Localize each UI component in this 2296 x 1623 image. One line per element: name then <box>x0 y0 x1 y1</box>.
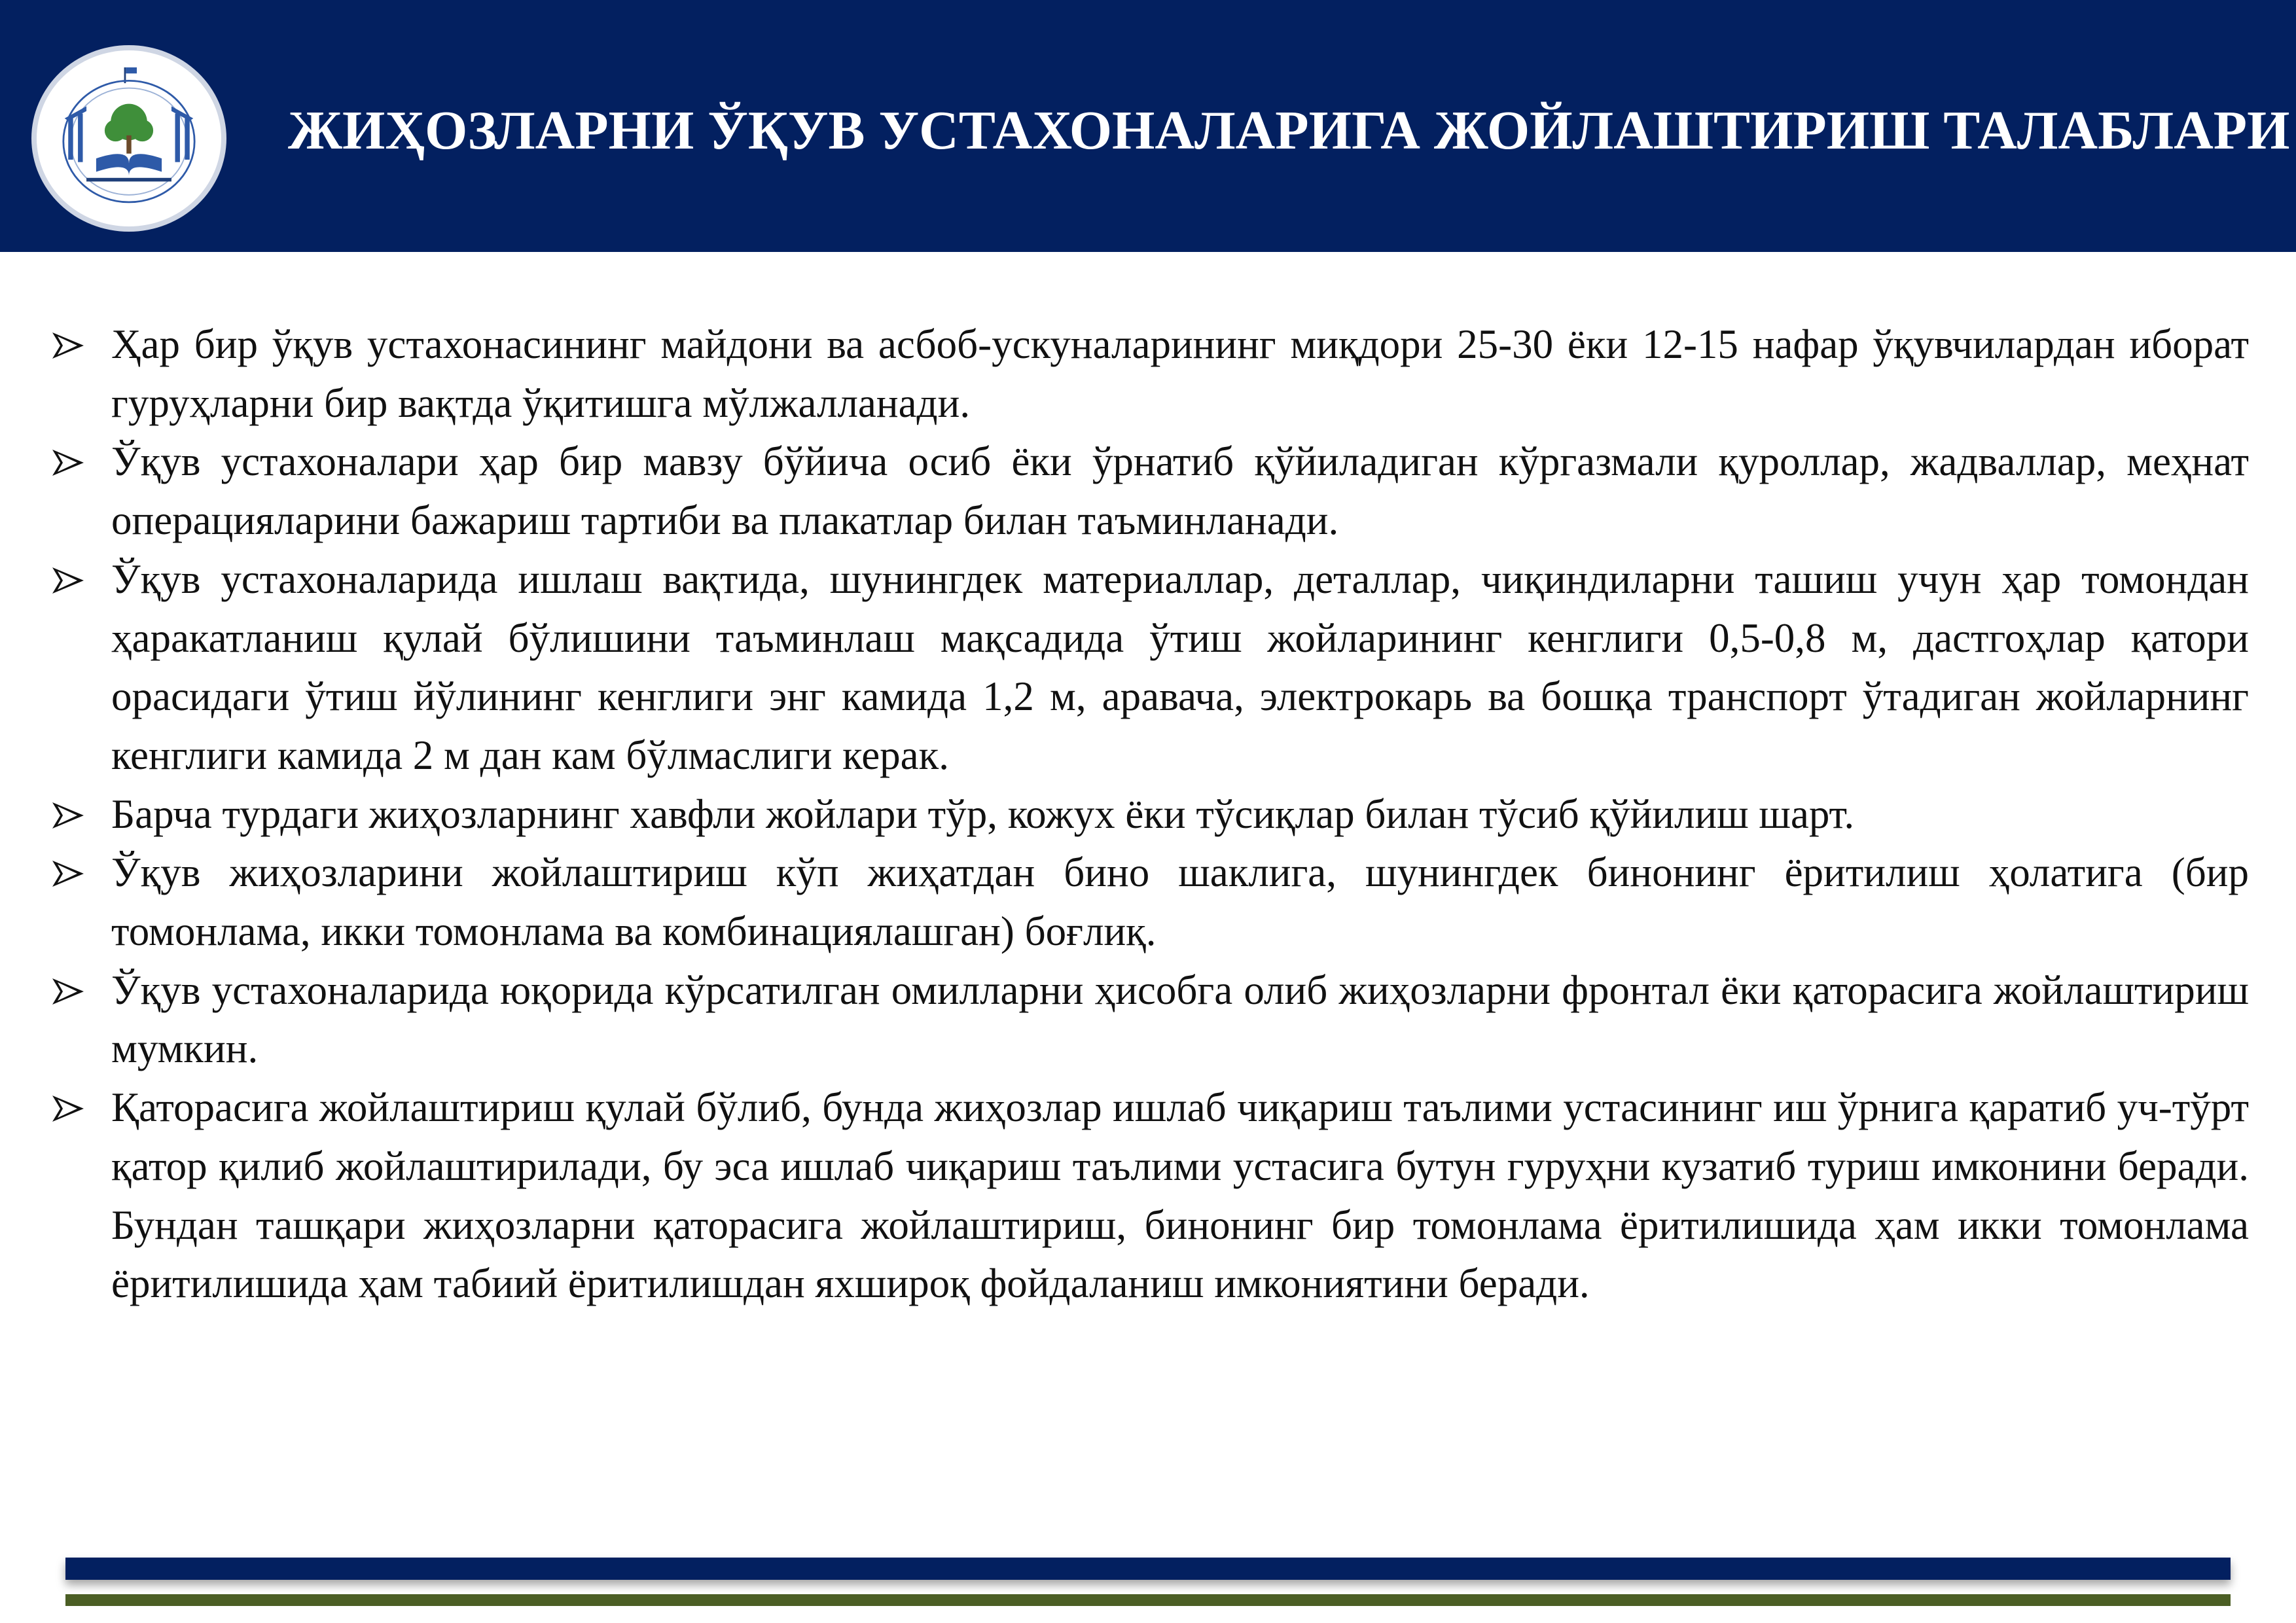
header-bar <box>0 0 2296 252</box>
list-item <box>51 315 2249 433</box>
page-title: ЖИҲОЗЛАРНИ ЎҚУВ УСТАХОНАЛАРИГА ЖОЙЛАШТИРИШ ТАЛАБЛАРИ <box>288 100 2290 161</box>
arrow-bullet-icon <box>51 801 85 830</box>
arrow-bullet-icon <box>51 1094 85 1123</box>
list-item-text: Барча турдаги жиҳозларнинг хавфли жойлари тўр, кожух ёки тўсиқлар билан тўсиб қўйилиш шарт. <box>111 791 1855 837</box>
arrow-bullet-icon <box>51 331 85 360</box>
institution-logo <box>31 45 226 232</box>
list-item-text: Ўқув жиҳозларини жойлаштириш кўп жиҳатдан бино шаклига, шунингдек бинонинг ёритилиш ҳолатига (бир томонлама, икки томонлама ва комбинациялашган) боғлиқ. <box>111 849 2249 955</box>
arrow-bullet-icon <box>51 859 85 888</box>
list-item-text: Ўқув устахоналарида юқорида кўрсатилган омилларни ҳисобга олиб жиҳозларни фронтал ёки қаторасига жойлаштириш мумкин. <box>111 967 2249 1072</box>
footer-divider-primary <box>65 1558 2231 1580</box>
list-item-text: Ўқув устахоналарида ишлаш вақтида, шунингдек материаллар, деталлар, чиқиндиларни ташиш учун ҳар томондан ҳаракатланиш қулай бўлишини таъминлаш мақсадида ўтиш жойларининг кенглиги 0,5-0,8 м, дастгоҳлар қатори орасидаги ўтиш йўлининг кенглиги энг камида 1,2 м, аравача, электрокарь ва бошқа транспорт ўтадиган жойларнинг кенглиги камида 2 м дан кам бўлмаслиги керак. <box>111 556 2249 778</box>
list-item-text: Қаторасига жойлаштириш қулай бўлиб, бунда жиҳозлар ишлаб чиқариш таълими устасининг иш ўрнига қаратиб уч-тўрт қатор қилиб жойлаштирилади, бу эса ишлаб чиқариш таълими устасига бутун гуруҳни кузатиб туриш имконини беради. Бундан ташқари жиҳозларни қаторасига жойлаштириш, бинонинг бир томонлама ёритилишида ҳам икки томонлама ёритилишида ҳам табиий ёритилишдан яхшироқ фойдаланиш имкониятини беради. <box>111 1084 2249 1307</box>
list-item <box>51 1079 2249 1313</box>
list-item <box>51 961 2249 1079</box>
list-item <box>51 433 2249 550</box>
institution-emblem-icon <box>37 50 221 226</box>
bullet-list <box>51 315 2249 1313</box>
list-item <box>51 785 2249 844</box>
list-item <box>51 550 2249 785</box>
arrow-bullet-icon <box>51 566 85 595</box>
arrow-bullet-icon <box>51 977 85 1006</box>
list-item-text: Ҳар бир ўқув устахонасининг майдони ва асбоб-ускуналарининг миқдори 25-30 ёки 12-15 нафар ўқувчилардан иборат гуруҳларни бир вақтда ўқитишга мўлжалланади. <box>111 321 2249 426</box>
footer-divider-secondary <box>65 1594 2231 1606</box>
list-item <box>51 844 2249 961</box>
list-item-text: Ўқув устахоналари ҳар бир мавзу бўйича осиб ёки ўрнатиб қўйиладиган кўргазмали қуроллар, жадваллар, меҳнат операцияларини бажариш тартиби ва плакатлар билан таъминланади. <box>111 438 2249 544</box>
arrow-bullet-icon <box>51 448 85 477</box>
